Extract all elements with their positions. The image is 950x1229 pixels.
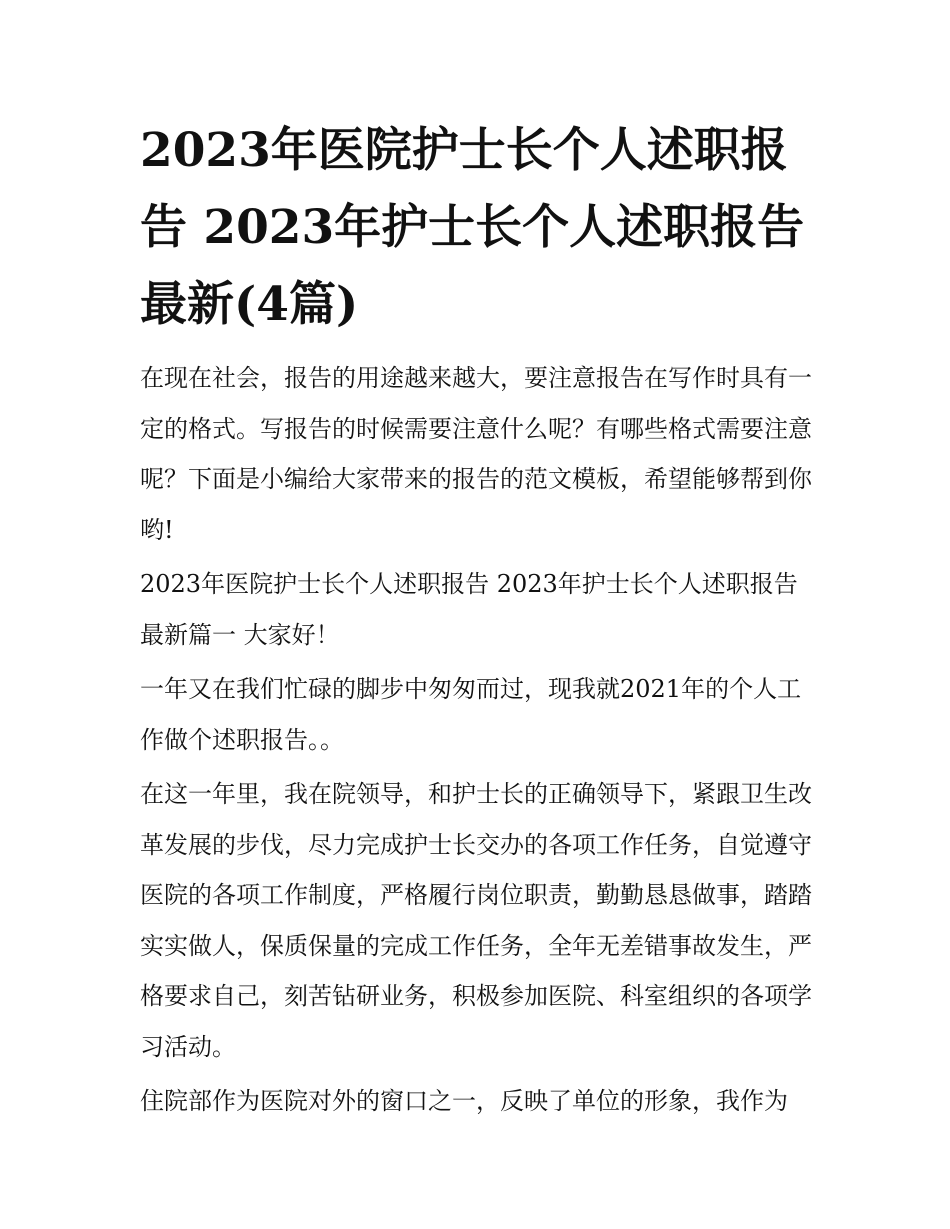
paragraph-intro: 在现在社会，报告的用途越来越大，要注意报告在写作时具有一定的格式。写报告的时候需要注意什么呢？有哪些格式需要注意呢？下面是小编给大家带来的报告的范文模板，希望能够帮到你哟! — [140, 364, 812, 544]
paragraph-opening: 一年又在我们忙碌的脚步中匆匆而过，现我就2021年的个人工作做个述职报告。。 — [140, 675, 802, 754]
paragraph-work-summary: 在这一年里，我在院领导，和护士长的正确领导下，紧跟卫生改革发展的步伐，尽力完成护士长交办的各项工作任务，自觉遵守医院的各项工作制度，严格履行岗位职责，勤勤恳恳做事，踏踏实实做人，保质保量的完成工作任务，全年无差错事故发生，严格要求自己，刻苦钻研业务，积极参加医院、科室组织的各项学习活动。 — [140, 780, 812, 1061]
paragraph-section-heading: 2023年医院护士长个人述职报告 2023年护士长个人述职报告最新篇一 大家好！ — [140, 570, 798, 649]
paragraph-inpatient: 住院部作为医院对外的窗口之一，反映了单位的形象，我作为 — [140, 1087, 788, 1115]
document-body — [140, 112, 816, 1131]
document-title: 2023年医院护士长个人述职报告 2023年护士长个人述职报告 最新(4篇) — [140, 123, 805, 332]
